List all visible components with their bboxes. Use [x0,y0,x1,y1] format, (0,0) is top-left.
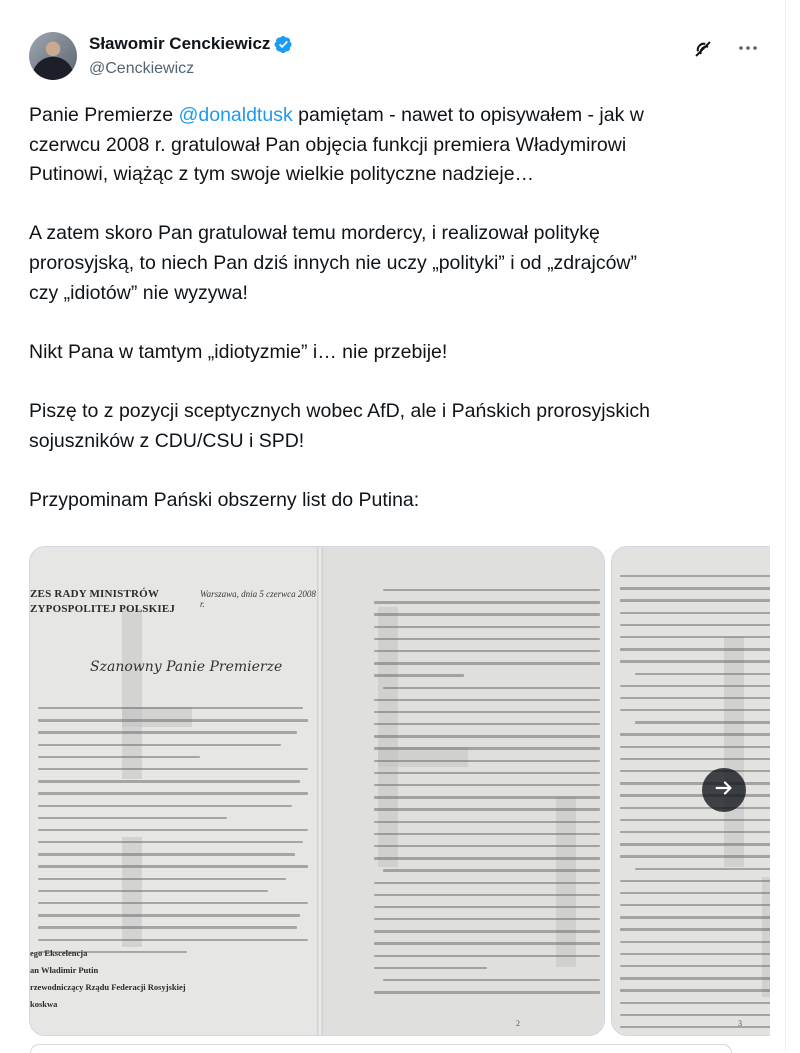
tweet-paragraph-5: Przypominam Pański obszerny list do Putina: [29,488,420,511]
tweet-paragraph-4-line-1: Piszę to z pozycji sceptycznych wobec AfD, ale i Pańskich prorosyjskich [29,399,651,422]
tweet-text-segment: Panie Premierze [29,104,179,126]
tweet-paragraph-2-line-1: A zatem skoro Pan gratulował temu mordercy, i realizował politykę [29,222,600,245]
addressee-line: an Władimir Putin [30,965,99,975]
letterhead-line: ZES RADY MINISTRÓW [30,588,160,600]
scan-fold [317,547,323,1035]
tweet-paragraph-1-line-2: czerwcu 2008 r. gratulował Pan objęcia funkcji premiera Władymirowi [29,133,627,156]
tweet-paragraph-2-line-3: czy „idiotów” nie wyzywa! [29,281,248,304]
letter-addressee [30,945,186,1013]
tweet-paragraph-3: Nikt Pana w tamtym „idiotyzmie” i… nie przebije! [29,340,448,363]
scan-page-right [320,547,604,1035]
tweet-paragraph-1-line-1 [29,101,759,131]
author-names [89,34,293,78]
letterhead [30,587,175,617]
letterhead-line: ZYPOSPOLITEJ POLSKIEJ [30,603,176,615]
tweet-paragraph-2-line-2: prorosyjską, to niech Pan dziś innych nie uczy „polityki” i od „zdrajców” [29,251,637,274]
addressee-line: koskwa [30,999,58,1009]
addressee-line: ego Ekscelencja [30,948,88,958]
tweet-paragraph-4-line-2: sojuszników z CDU/CSU i SPD! [29,429,305,452]
letter-text-lines [38,707,308,963]
letter-text-lines [620,575,770,1036]
letter-dateline: Warszawa, dnia 5 czerwca 2008 r. [200,589,316,609]
media-carousel[interactable] [29,546,770,1036]
arrow-right-icon [713,777,735,804]
tweet-text-segment: pamiętam - nawet to opisywałem - jak w [292,104,644,126]
author-display-name[interactable]: Sławomir Cenckiewicz [89,34,271,53]
addressee-line: rzewodniczący Rządu Federacji Rosyjskiej [30,982,186,992]
display-name-row [89,34,293,54]
grok-icon[interactable] [692,38,714,60]
letter-salutation: Szanowny Panie Premierze [90,659,283,675]
author-avatar[interactable] [29,32,77,80]
media-image-1[interactable] [29,546,605,1036]
verified-badge-icon[interactable] [274,35,293,54]
tweet-header [29,30,760,86]
page-number: 3 [738,1019,742,1028]
carousel-next-button[interactable] [702,768,746,812]
tweet-body [29,101,759,515]
quoted-content-edge [30,1044,732,1053]
timeline-border [785,0,786,1051]
tweet-paragraph-1-line-3: Putinowi, wiążąc z tym swoje wielkie polityczne nadzieje… [29,163,535,186]
media-image-2[interactable] [611,546,770,1036]
author-handle[interactable]: @Cenckiewicz [89,60,195,77]
more-options-icon[interactable] [736,36,760,60]
page-number: 2 [516,1019,520,1028]
mention-link[interactable]: @donaldtusk [178,104,293,126]
scan-page-left [30,547,320,1035]
scan-page-third [612,547,770,1035]
letter-text-lines [374,589,600,1003]
